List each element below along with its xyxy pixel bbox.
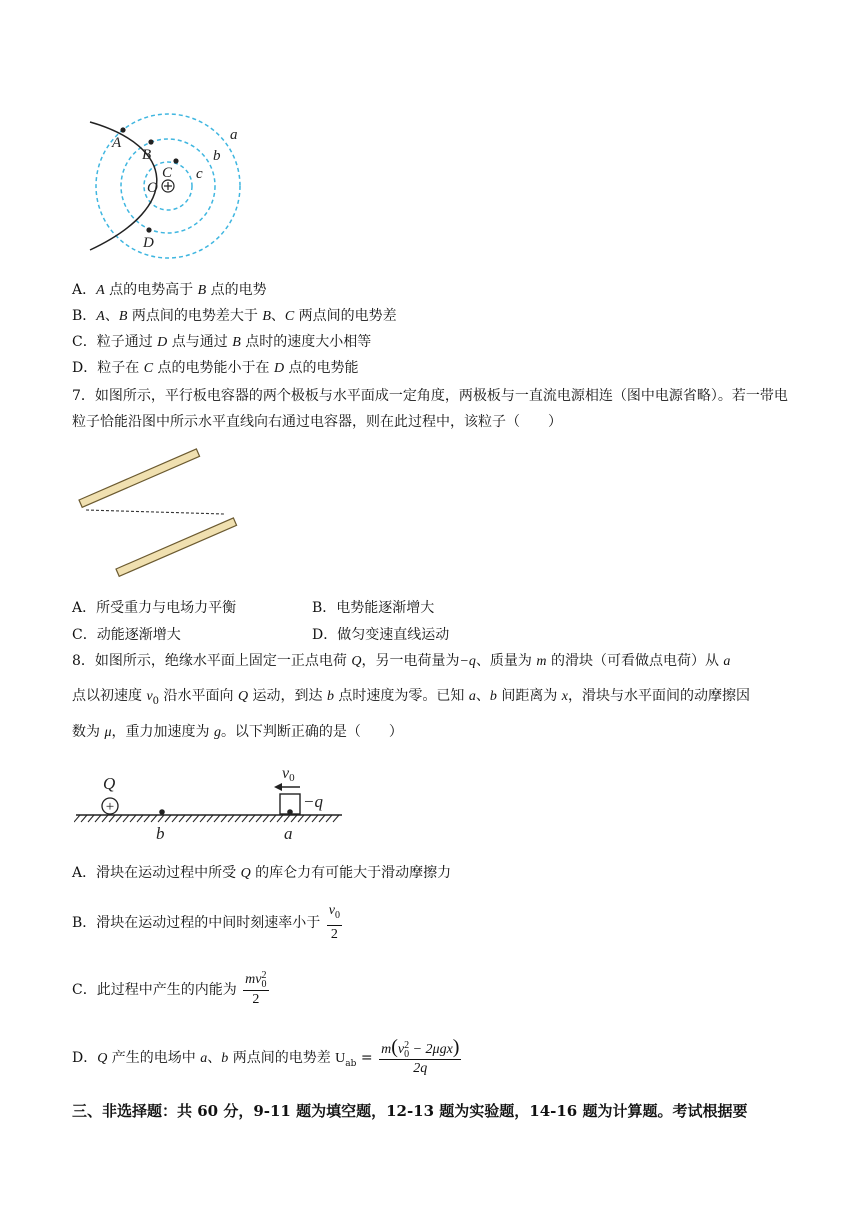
q7-figure xyxy=(74,448,244,578)
point-a xyxy=(287,809,293,815)
q8-stem-line3: 数为 μ，重力加速度为 g。以下判断正确的是（ ） xyxy=(72,724,403,740)
label-c: c xyxy=(196,166,203,182)
capacitor-plate-lower xyxy=(116,518,237,576)
point-D xyxy=(146,227,151,232)
q8-stem-line2: 点以初速度 $v_0$ 沿水平面向 Q 运动，到达 b 点时速度为零。已知 a、b 间距离为 x，滑块与水平面间的动摩擦因 xyxy=(72,688,751,707)
label-B: B xyxy=(142,147,152,163)
label-minus-q: −q xyxy=(303,792,323,811)
capacitor-plate-upper xyxy=(79,449,200,507)
q7-option-C[interactable]: C．动能逐渐增大 xyxy=(72,627,181,643)
q7-option-B[interactable]: B．电势能逐渐增大 xyxy=(312,600,435,616)
q8-stem-line1: 8．如图所示，绝缘水平面上固定一正点电荷 Q，另一电荷量为−q、质量为 m 的滑块（可看做点电荷）从 a xyxy=(72,653,731,669)
label-a: a xyxy=(284,824,293,843)
q8-option-A[interactable]: A．滑块在运动过程中所受 Q 的库仑力有可能大于滑动摩擦力 xyxy=(72,865,452,881)
q6-option-D[interactable]: D．粒子在 C 点的电势能小于在 D 点的电势能 xyxy=(72,360,359,376)
particle-path xyxy=(86,510,224,514)
velocity-arrowhead xyxy=(274,783,282,791)
q8-figure xyxy=(74,765,354,845)
label-b: b xyxy=(213,148,221,164)
ground-hatching xyxy=(74,815,339,822)
fraction-v0-over-2: $\frac{v_0}{2}$ xyxy=(328,903,340,942)
fixed-charge-plus: + xyxy=(105,799,115,815)
label-b: b xyxy=(156,824,165,843)
q6-option-C[interactable]: C．粒子通过 D 点与通过 B 点时的速度大小相等 xyxy=(72,334,372,350)
q7-option-A[interactable]: A．所受重力与电场力平衡 xyxy=(72,600,237,616)
label-a: a xyxy=(230,127,238,143)
label-D: D xyxy=(143,235,154,251)
q8-option-D[interactable]: D．Q 产生的电场中 a、b 两点间的电势差 $U_{ab}$ = m(v 2 0 − 2μgx) 2q xyxy=(72,1036,460,1076)
point-B xyxy=(148,139,153,144)
label-C: C xyxy=(162,165,173,181)
point-A xyxy=(120,127,125,132)
q6-option-B[interactable]: B．A、B 两点间的电势差大于 B、C 两点间的电势差 xyxy=(72,308,397,324)
point-b xyxy=(159,809,165,815)
label-Q: Q xyxy=(103,774,116,793)
q8-option-B[interactable]: B．滑块在运动过程的中间时刻速率小于 $\frac{v_0}{2}$ xyxy=(72,903,340,942)
q7-stem: 7．如图所示，平行板电容器的两个极板与水平面成一定角度，两极板与一直流电源相连（图中电源省略）。若一带电粒子恰能沿图中所示水平直线向右通过电容器，则在此过程中，该粒子（ ） xyxy=(72,388,788,430)
q6-option-A[interactable]: A．A 点的电势高于 B 点的电势 xyxy=(72,282,267,298)
q8-option-C[interactable]: C．此过程中产生的内能为 mv 2 0 2 xyxy=(72,970,267,1007)
section-3-heading: 三、非选择题：共 60 分，9-11 题为填空题，12-13 题为实验题，14-16 题为计算题。考试根据要 xyxy=(72,1102,748,1120)
label-v0: v0 xyxy=(282,765,295,784)
label-A: A xyxy=(112,135,122,151)
label-O: O xyxy=(147,180,158,196)
q6-figure xyxy=(84,110,264,260)
fraction-potential-difference: m(v 2 0 − 2μgx) 2q xyxy=(381,1036,460,1076)
q7-option-D[interactable]: D．做匀变速直线运动 xyxy=(312,627,450,643)
fraction-mv0sq-over-2: mv 2 0 2 xyxy=(245,970,267,1007)
point-C xyxy=(173,158,178,163)
